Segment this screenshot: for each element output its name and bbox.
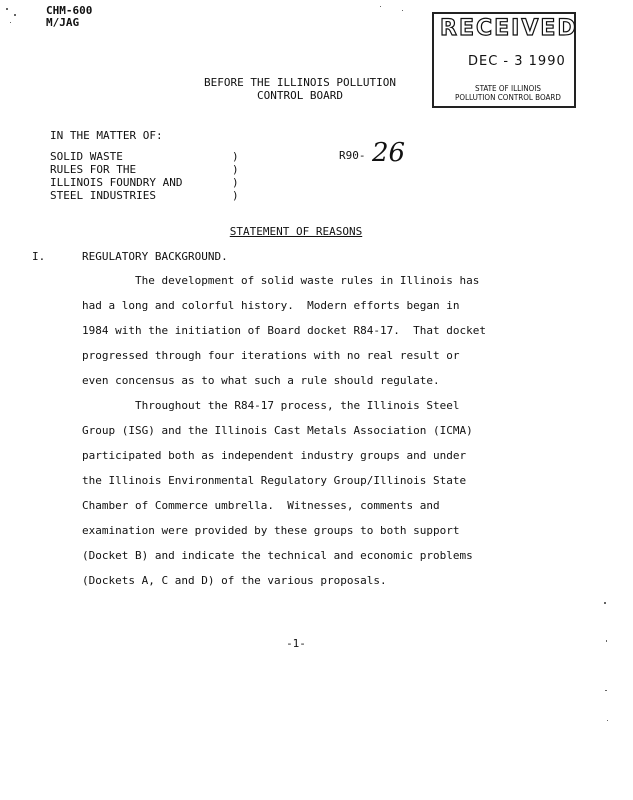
caption-bracket: ) (232, 150, 239, 163)
caption-line: ILLINOIS FOUNDRY AND (50, 176, 183, 189)
stamp-org-line-1: STATE OF ILLINOIS (475, 84, 541, 93)
body-line: the Illinois Environmental Regulatory Group/Illinois State (82, 474, 467, 487)
stamp-received-word: RECEIVED (440, 16, 578, 41)
caption-line: SOLID WASTE (50, 150, 123, 163)
scan-speck (402, 10, 403, 11)
body-line: examination were provided by these groups to both support (82, 524, 460, 537)
body-line: 1984 with the initiation of Board docket R84-17. That docket (82, 324, 486, 337)
page-number: -1- (286, 637, 306, 650)
caption-bracket: ) (232, 189, 239, 202)
docket-number-handwritten: 26 (372, 138, 406, 168)
docket-prefix: R90- (339, 149, 366, 162)
caption-line: STEEL INDUSTRIES (50, 189, 156, 202)
body-line: Chamber of Commerce umbrella. Witnesses, comments and (82, 499, 440, 512)
body-line: (Dockets A, C and D) of the various proposals. (82, 574, 387, 587)
matter-label: IN THE MATTER OF: (50, 129, 163, 142)
scan-speck (605, 690, 607, 691)
body-line: (Docket B) and indicate the technical and economic problems (82, 549, 473, 562)
body-line: even concensus as to what such a rule should regulate. (82, 374, 440, 387)
caption-line: RULES FOR THE (50, 163, 137, 176)
body-line: had a long and colorful history. Modern efforts began in (82, 299, 460, 312)
board-title-line-2: CONTROL BOARD (256, 89, 344, 102)
file-reference-line-2: M/JAG (46, 16, 80, 29)
caption-bracket: ) (232, 163, 239, 176)
body-line: Group (ISG) and the Illinois Cast Metals Association (ICMA) (82, 424, 473, 437)
body-line: Throughout the R84-17 process, the Illinois Steel (82, 399, 460, 412)
body-line: participated both as independent industry groups and under (82, 449, 467, 462)
scan-speck (6, 8, 8, 10)
scan-speck (380, 6, 381, 7)
statement-heading: STATEMENT OF REASONS (229, 225, 363, 238)
scan-speck (606, 640, 607, 642)
section-number: I. (32, 250, 46, 263)
body-line: The development of solid waste rules in Illinois has (82, 274, 480, 287)
scan-speck (10, 22, 11, 23)
scan-speck (604, 602, 606, 604)
scan-speck (607, 720, 608, 721)
section-title: REGULATORY BACKGROUND. (82, 250, 228, 263)
file-reference-line-1: CHM-600 (46, 4, 93, 17)
scan-speck (14, 14, 16, 16)
caption-bracket: ) (232, 176, 239, 189)
body-line: progressed through four iterations with no real result or (82, 349, 460, 362)
board-title-line-1: BEFORE THE ILLINOIS POLLUTION (203, 76, 397, 89)
stamp-date: DEC - 3 1990 (468, 54, 566, 69)
stamp-org-line-2: POLLUTION CONTROL BOARD (455, 93, 561, 102)
